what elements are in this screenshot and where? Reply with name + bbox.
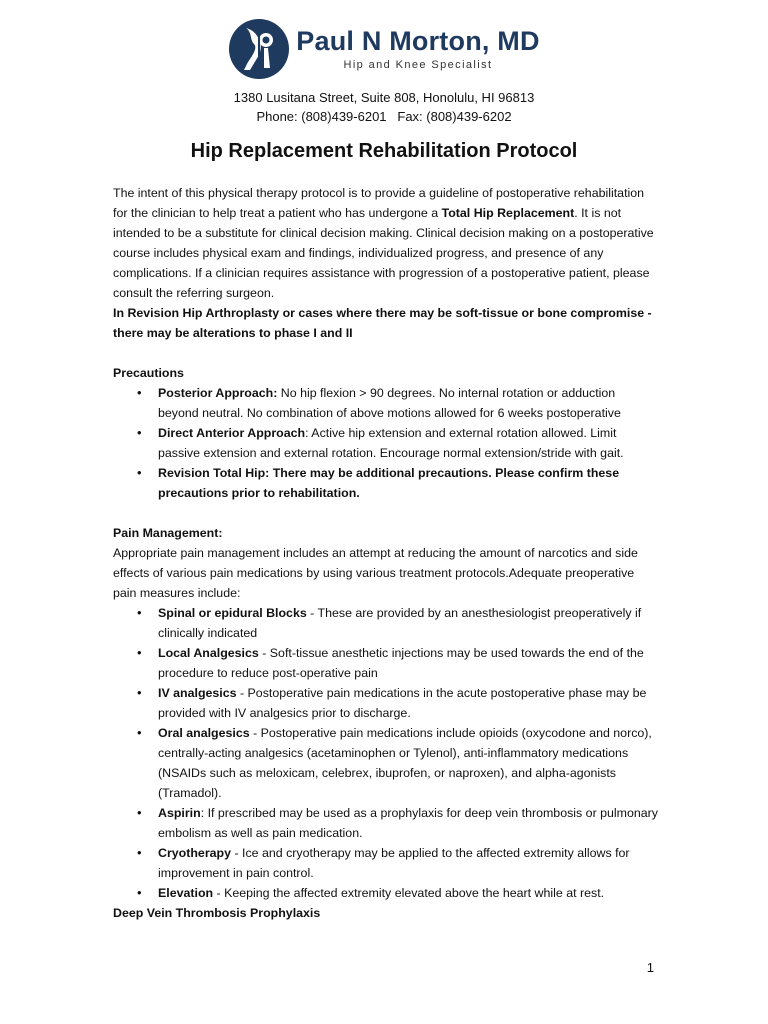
intro-text-continued: . It is not intended to be a substitute for clinical decision making. Clinical decision making on a postoperative course includes physical exam and findings, individualized progress, and presence of any complications. If a clinician requires assistance with progression of a postoperative patient, please consult the referring surgeon. [113,206,654,300]
item-text: - These are provided by an anesthesiologist preoperatively if clinically indicated [158,606,642,640]
address-block [0,88,768,126]
logo-row [0,18,768,80]
page-number: 1 [646,960,654,975]
address-line: 1380 Lusitana Street, Suite 808, Honolulu, HI 96813 [233,90,535,105]
item-text: No hip flexion > 90 degrees. No internal rotation or adduction beyond neutral. No combination of above motions allowed for 6 weeks postoperative [158,386,621,420]
list-item [158,883,658,903]
intro-paragraph [113,183,658,303]
item-label: Cryotherapy [158,846,231,860]
item-label: Elevation [158,886,214,900]
item-text: - Postoperative pain medications in the acute postoperative phase may be provided with IV analgesics prior to discharge. [158,686,647,720]
item-text: - Postoperative pain medications include opioids (oxycodone and norco), centrally-acting analgesics (acetaminophen or Tylenol), anti-inflammatory medications (NSAIDs such as meloxicam, celebrex, ibuprofen, or naproxen), and alpha-agonists (Tramadol). [158,726,652,800]
spacer [113,343,658,363]
item-text: : If prescribed may be used as a prophylaxis for deep vein thrombosis or pulmonary embolism as well as pain medication. [158,806,658,840]
pain-list [113,603,658,903]
item-label: Oral analgesics [158,726,250,740]
dvt-heading: Deep Vein Thrombosis Prophylaxis [113,906,321,920]
list-item [158,723,658,803]
brand-block [296,27,539,71]
contact-line: Phone: (808)439-6201 Fax: (808)439-6202 [256,109,512,124]
item-label: Local Analgesics [158,646,259,660]
list-item [158,463,658,503]
item-label: Spinal or epidural Blocks [158,606,307,620]
list-item [158,603,658,643]
list-item [158,683,658,723]
list-item [158,843,658,883]
letterhead [0,18,768,80]
precautions-heading: Precautions [113,366,184,380]
pain-heading: Pain Management: [113,526,223,540]
item-text: - Soft-tissue anesthetic injections may be used towards the end of the procedure to reduce post-operative pain [158,646,644,680]
brand-name: Paul N Morton, MD [296,26,540,57]
hip-knee-joint-logo [228,18,290,80]
item-label: Direct Anterior Approach [158,426,306,440]
revision-note: In Revision Hip Arthroplasty or cases where there may be soft-tissue or bone compromise - there may be alterations to phase I and II [113,306,652,340]
item-label: Aspirin [158,806,201,820]
list-item [158,643,658,683]
spacer [113,503,658,523]
list-item [158,423,658,463]
item-label: Posterior Approach: [158,386,278,400]
intro-emphasis: Total Hip Replacement [441,206,575,220]
page-title: Hip Replacement Rehabilitation Protocol [190,140,578,162]
item-label: IV analgesics [158,686,237,700]
item-label: Revision Total Hip: There may be additional precautions. Please confirm these precautions prior to rehabilitation. [158,466,620,500]
list-item [158,383,658,423]
item-text: : Active hip extension and external rotation allowed. Limit passive extension and external rotation. Encourage normal extension/stride with gait. [158,426,624,460]
list-item [158,803,658,843]
precautions-list [113,383,658,503]
brand-subtitle: Hip and Knee Specialist [343,58,493,71]
document-body [113,183,658,923]
item-text: - Ice and cryotherapy may be applied to the affected extremity allows for improvement in pain control. [158,846,630,880]
pain-intro: Appropriate pain management includes an attempt at reducing the amount of narcotics and side effects of various pain medications by using various treatment protocols.Adequate preoperative pain measures include: [113,546,638,600]
item-text: - Keeping the affected extremity elevated above the heart while at rest. [213,886,605,900]
intro-text: The intent of this physical therapy protocol is to provide a guideline of postoperative rehabilitation for the clinician to help treat a patient who has undergone a [113,186,645,220]
